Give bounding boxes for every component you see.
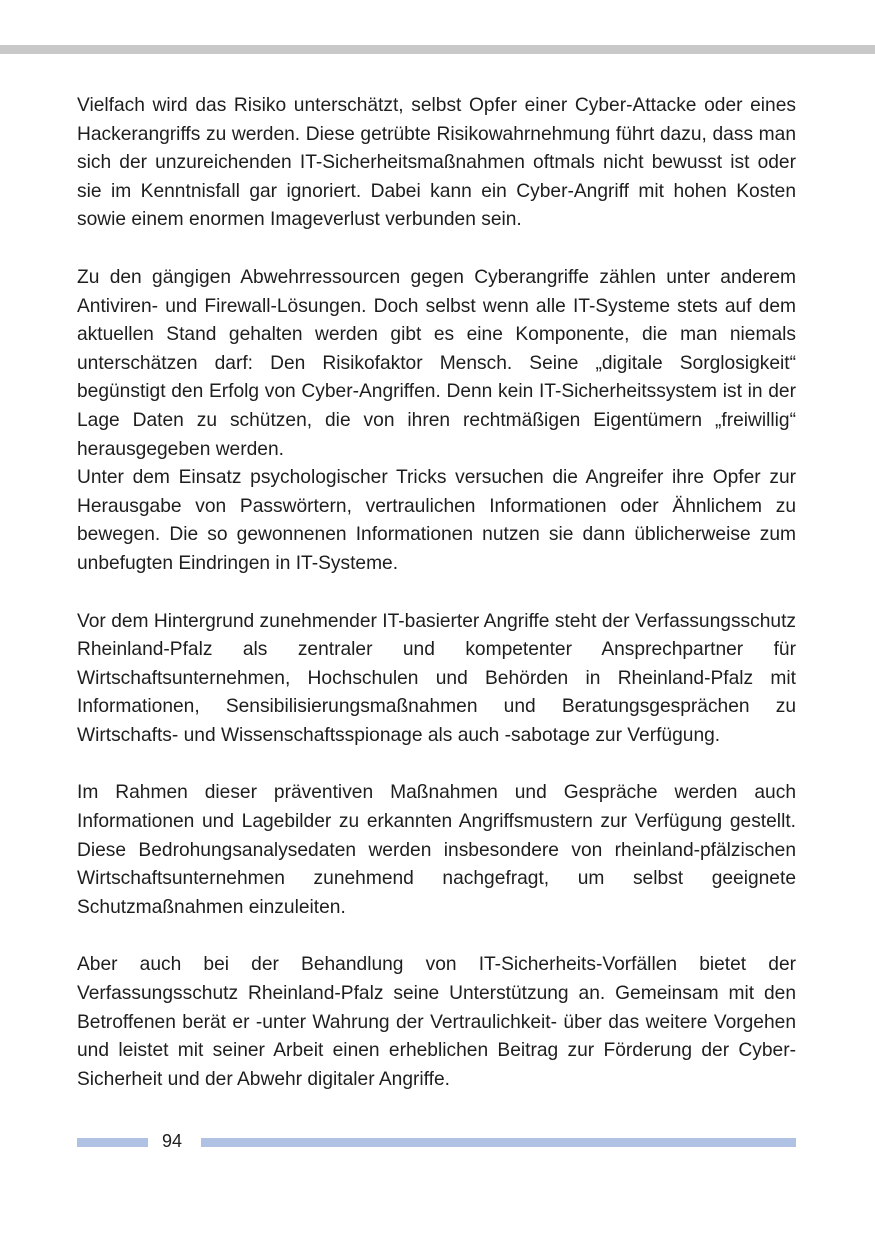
paragraph-risk-underestimated: Vielfach wird das Risiko unterschätzt, selbst Opfer einer Cyber-Attacke oder eines Hackerangriffs zu werden. Diese getrübte Risikowahrnehmung führt dazu, dass man sich der unzureichenden IT-Sicherheitsmaßnahmen oftmals nicht bewusst ist oder sie im Kenntnisfall gar ignoriert. Dabei kann ein Cyber-Angriff mit hohen Kosten sowie einem enormen Imageverlust verbunden sein. bbox=[77, 95, 796, 231]
page-number: 94 bbox=[162, 1131, 183, 1151]
paragraph-incident-support: Aber auch bei der Behandlung von IT-Sicherheits-Vorfällen bietet der Verfassungsschutz Rheinland-Pfalz seine Unterstützung an. Gemeinsam mit den Betroffenen berät er -unter Wahrung der Vertraulichkeit- über das weitere Vorgehen und leistet mit seiner Arbeit einen erheblichen Beitrag zur Förderung der Cyber-Sicherheit und der Abwehr digitaler Angriffe. bbox=[77, 954, 796, 1090]
paragraph-verfassungsschutz-role: Vor dem Hintergrund zunehmender IT-basierter Angriffe steht der Verfassungsschutz Rheinland-Pfalz als zentraler und kompetenter Ansprechpartner für Wirtschaftsunternehmen, Hochschulen und Behörden in Rheinland-Pfalz mit Informationen, Sensibilisierungsmaßnahmen und Beratungsgesprächen zu Wirtschafts- und Wissenschaftsspionage als auch -sabotage zur Verfügung. bbox=[77, 610, 796, 746]
paragraph-psychological-tricks: Unter dem Einsatz psychologischer Tricks versuchen die Angreifer ihre Opfer zur Herausgabe von Passwörtern, vertraulichen Informationen oder Ähnlichem zu bewegen. Die so gewonnenen Informationen nutzen sie dann üblicherweise zum unbefugten Eindringen in IT-Systeme. bbox=[77, 467, 796, 574]
footer-bar-right bbox=[201, 1138, 796, 1147]
top-divider bbox=[0, 45, 875, 54]
page-body bbox=[77, 92, 796, 1123]
footer-bar-left bbox=[77, 1138, 148, 1147]
paragraph-threat-analysis: Im Rahmen dieser präventiven Maßnahmen und Gespräche werden auch Informationen und Lagebilder zu erkannten Angriffsmustern zur Verfügung gestellt. Diese Bedrohungsanalysedaten werden insbesondere von rheinland-pfälzischen Wirtschaftsunternehmen zunehmend nachgefragt, um selbst geeignete Schutzmaßnahmen einzuleiten. bbox=[77, 782, 796, 918]
paragraph-defense-resources: Zu den gängigen Abwehrressourcen gegen Cyberangriffe zählen unter anderem Antiviren- und Firewall-Lösungen. Doch selbst wenn alle IT-Systeme stets auf dem aktuellen Stand gehalten werden gibt es eine Komponente, die man niemals unterschätzen darf: Den Risikofaktor Mensch. Seine „digitale Sorglosigkeit“ begünstigt den Erfolg von Cyber-Angriffen. Denn kein IT-Sicherheitssystem ist in der Lage Daten zu schützen, die von ihren rechtmäßigen Eigentümern „freiwillig“ herausgegeben werden. bbox=[77, 266, 796, 460]
page-footer bbox=[77, 1130, 796, 1152]
